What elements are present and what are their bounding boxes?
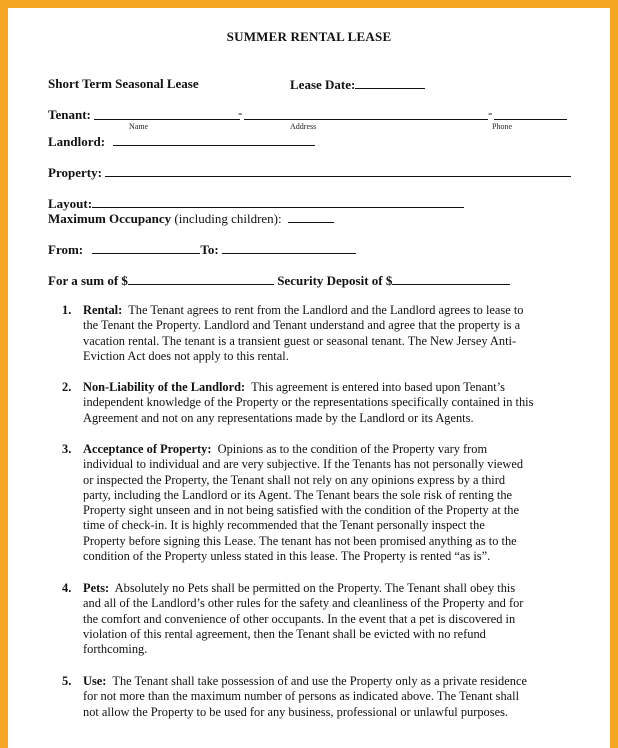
to-label: To: xyxy=(200,242,219,257)
payment-field xyxy=(48,272,510,289)
tenant-phone-blank[interactable] xyxy=(494,107,567,120)
from-blank[interactable] xyxy=(92,241,200,254)
tenant-phone-caption: Phone xyxy=(492,122,512,131)
sum-blank[interactable] xyxy=(128,272,274,285)
tenant-label: Tenant: xyxy=(48,107,91,122)
lease-type-label: Short Term Seasonal Lease xyxy=(48,76,199,91)
from-label: From: xyxy=(48,242,84,257)
section-body: Rental: The Tenant agrees to rent from the Landlord and the Landlord agrees to lease to the Tenant the Property. Landlord and Tenant understand and agree that the property is a vacation rental. The tenant is a transient guest or seasonal tenant. The New Jersey Anti- Eviction Act does not apply to this rental. xyxy=(83,303,524,363)
section-number: 1. xyxy=(62,303,72,317)
tenant-address-blank[interactable] xyxy=(244,107,488,120)
section-number: 3. xyxy=(62,442,72,456)
tenant-field xyxy=(48,107,91,123)
max-occupancy-blank[interactable] xyxy=(288,210,334,223)
section-number: 5. xyxy=(62,674,72,688)
to-blank[interactable] xyxy=(222,241,356,254)
max-occupancy-label: Maximum Occupancy xyxy=(48,211,172,226)
lease-date-field xyxy=(290,76,425,93)
property-field xyxy=(48,164,571,181)
max-occupancy-field xyxy=(48,210,334,227)
deposit-label: Security Deposit of $ xyxy=(277,273,393,288)
landlord-field xyxy=(48,133,315,150)
property-blank[interactable] xyxy=(105,164,571,177)
section-body: Acceptance of Property: Opinions as to the condition of the Property vary from individual to individual and are very subjective. If the Tenants has not personally viewed or inspected the Property, the Tenant shall not rely on any opinions express by a third party, including the Landlord or its Agent. The Tenant bears the sole risk of renting the Property sight unseen and in not being satisfied with the condition of the Property at the time of check-in. It is highly recommended that the Tenant personally inspect the Property before signing this Lease. The tenant has not been promised anything as to the condition of the Property unless stated in this lease. The Property is rented “as is”. xyxy=(83,442,524,564)
tenant-address-caption: Address xyxy=(290,122,317,131)
section-heading: Rental: xyxy=(83,303,123,317)
layout-label: Layout: xyxy=(48,196,93,211)
landlord-blank[interactable] xyxy=(113,133,315,146)
section-body: Use: The Tenant shall take possession of and use the Property only as a private residence for not more than the maximum number of persons as indicated above. The Tenant shall not allow the Property to be used for any business, professional or unlawful purposes. xyxy=(83,674,527,719)
section-heading: Non-Liability of the Landlord: xyxy=(83,380,246,394)
document-title: SUMMER RENTAL LEASE xyxy=(226,29,392,44)
tenant-dash-1: - xyxy=(238,105,243,120)
landlord-label: Landlord: xyxy=(48,134,106,149)
tenant-name-blank[interactable] xyxy=(94,105,243,120)
document-page xyxy=(8,8,610,748)
lease-date-label: Lease Date: xyxy=(290,77,356,92)
tenant-dash-2: - xyxy=(488,105,493,120)
section-number: 2. xyxy=(62,380,72,394)
property-label: Property: xyxy=(48,165,102,180)
lease-date-blank[interactable] xyxy=(355,76,425,89)
max-occupancy-note: (including children): xyxy=(171,211,282,226)
dates-field xyxy=(48,241,356,258)
deposit-blank[interactable] xyxy=(392,272,510,285)
layout-blank[interactable] xyxy=(92,195,464,208)
section-body: Non-Liability of the Landlord: This agreement is entered into based upon Tenant’s independent knowledge of the Property or the representations specifically contained in this Agreement and not on any representations made by the Landlord or its Agents. xyxy=(83,380,534,425)
sum-label: For a sum of $ xyxy=(48,273,128,288)
section-heading: Pets: xyxy=(83,581,110,595)
section-body: Pets: Absolutely no Pets shall be permitted on the Property. The Tenant shall obey this and all of the Landlord’s other rules for the safety and cleanliness of the Property and for the comfort and convenience of other occupants. In the event that a pet is discovered in violation of this rental agreement, then the Tenant shall be evicted with no refund forthcoming. xyxy=(83,581,524,657)
section-heading: Use: xyxy=(83,674,107,688)
section-number: 4. xyxy=(62,581,72,595)
section-heading: Acceptance of Property: xyxy=(83,442,212,456)
tenant-name-caption: Name xyxy=(129,122,149,131)
